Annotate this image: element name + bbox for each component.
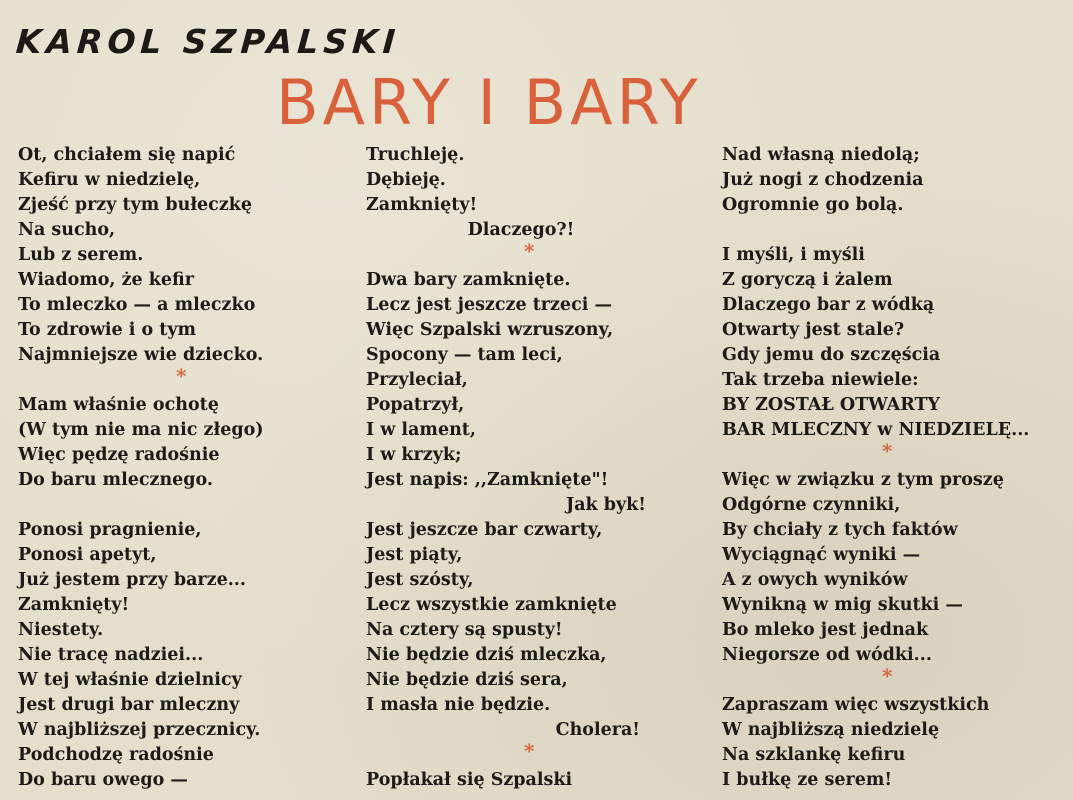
poem-line: W tej właśnie dzielnicy xyxy=(18,670,242,690)
asterisk-icon: * xyxy=(176,364,187,388)
poem-line: Najmniejsze wie dziecko. xyxy=(18,345,264,365)
poem-line: Popłakał się Szpalski xyxy=(366,770,573,790)
poem-line: Jest jeszcze bar czwarty, xyxy=(366,520,603,540)
poem-line: Na sucho, xyxy=(18,220,116,240)
poem-line: Dębieję. xyxy=(366,170,446,190)
poem-line: Gdy jemu do szczęścia xyxy=(722,345,941,365)
stanza-divider xyxy=(722,664,1062,693)
poem-line: Jak byk! xyxy=(565,495,646,515)
poem-line: A z owych wyników xyxy=(722,570,908,590)
poem-line: Zjeść przy tym bułeczkę xyxy=(18,195,253,215)
poem-line: Ogromnie go bolą. xyxy=(722,195,904,215)
poem-line: BAR MLECZNY w NIEDZIELĘ... xyxy=(722,420,1030,440)
poem-line: Wynikną w mig skutki — xyxy=(722,595,963,615)
poem-line: Nad własną niedolą; xyxy=(722,145,920,165)
poem-line: Tak trzeba niewiele: xyxy=(722,370,919,390)
poem-line: Na cztery są spusty! xyxy=(366,620,563,640)
poem-line: Wiadomo, że kefir xyxy=(18,270,194,290)
poem-line: Lub z serem. xyxy=(18,245,144,265)
poem-line: I w krzyk; xyxy=(366,445,462,465)
asterisk-icon: * xyxy=(882,664,893,688)
stanza xyxy=(722,143,1062,218)
poem-line: To zdrowie i o tym xyxy=(18,320,197,340)
poem-line: Już nogi z chodzenia xyxy=(722,170,924,190)
poem-title: BARY I BARY xyxy=(276,66,702,139)
stanza xyxy=(722,243,1062,443)
asterisk-icon: * xyxy=(524,239,535,263)
poem-line: Jest szósty, xyxy=(366,570,474,590)
poem-line: Jest napis: ,,Zamknięte"! xyxy=(366,470,609,490)
stanza-gap xyxy=(722,218,1062,243)
poem-line: Ponosi apetyt, xyxy=(18,545,157,565)
poem-line: Ponosi pragnienie, xyxy=(18,520,202,540)
poem-line: Otwarty jest stale? xyxy=(722,320,905,340)
stanza-divider xyxy=(366,739,656,768)
poem-line: W najbliższą niedzielę xyxy=(722,720,940,740)
poem-column-2 xyxy=(366,143,656,793)
poem-line: Nie będzie dziś mleczka, xyxy=(366,645,607,665)
poem-line: I w lament, xyxy=(366,420,476,440)
stanza-divider xyxy=(722,439,1062,468)
stanza xyxy=(18,393,338,493)
poem-line: To mleczko — a mleczko xyxy=(18,295,256,315)
poem-line: Kefiru w niedzielę, xyxy=(18,170,201,190)
poem-line: Nie tracę nadziei... xyxy=(18,645,204,665)
stanza-divider xyxy=(18,364,338,393)
poem-line: Niegorsze od wódki... xyxy=(722,645,932,665)
poem-line: I myśli, i myśli xyxy=(722,245,865,265)
poem-line: Popatrzył, xyxy=(366,395,465,415)
poem-line: Zamknięty! xyxy=(18,595,130,615)
poem-line: Jest piąty, xyxy=(366,545,463,565)
poem-line: Niestety. xyxy=(18,620,104,640)
poem-line: Przyleciał, xyxy=(366,370,468,390)
poem-line: Już jestem przy barze... xyxy=(18,570,246,590)
poem-line: Jest drugi bar mleczny xyxy=(18,695,240,715)
poem-line: Lecz wszystkie zamknięte xyxy=(366,595,617,615)
poem-line: Truchleję. xyxy=(366,145,465,165)
asterisk-icon: * xyxy=(524,739,535,763)
poem-line: Do baru mlecznego. xyxy=(18,470,213,490)
poem-line: Dlaczego bar z wódką xyxy=(722,295,935,315)
poem-line: I bułkę ze serem! xyxy=(722,770,893,790)
poem-line: Zapraszam więc wszystkich xyxy=(722,695,990,715)
poem-line: Cholera! xyxy=(555,720,640,740)
stanza xyxy=(722,468,1062,668)
author-name: KAROL SZPALSKI xyxy=(14,22,402,61)
stanza xyxy=(366,268,656,743)
poem-line: Spocony — tam leci, xyxy=(366,345,563,365)
poem-line: Dlaczego?! xyxy=(467,220,575,240)
poem-line: Mam właśnie ochotę xyxy=(18,395,219,415)
poem-line: Odgórne czynniki, xyxy=(722,495,901,515)
poem-line: Więc Szpalski wzruszony, xyxy=(366,320,614,340)
poem-line: (W tym nie ma nic złego) xyxy=(18,420,264,440)
poem-line: W najbliższej przecznicy. xyxy=(18,720,261,740)
poem-line: Lecz jest jeszcze trzeci — xyxy=(366,295,612,315)
stanza xyxy=(366,143,656,243)
poem-line: Ot, chciałem się napić xyxy=(18,145,236,165)
poem-line: Wyciągnąć wyniki — xyxy=(722,545,921,565)
poem-line: I masła nie będzie. xyxy=(366,695,551,715)
poem-line: Podchodzę radośnie xyxy=(18,745,214,765)
poem-line: Dwa bary zamknięte. xyxy=(366,270,571,290)
poem-line: Więc pędzę radośnie xyxy=(18,445,220,465)
asterisk-icon: * xyxy=(882,439,893,463)
poem-line: BY ZOSTAŁ OTWARTY xyxy=(722,395,941,415)
stanza xyxy=(366,768,656,793)
poem-column-1 xyxy=(18,143,338,793)
stanza-gap xyxy=(18,493,338,518)
stanza xyxy=(18,518,338,793)
poem-column-3 xyxy=(722,143,1062,793)
stanza xyxy=(722,693,1062,793)
poem-line: Z goryczą i żalem xyxy=(722,270,893,290)
poem-line: Do baru owego — xyxy=(18,770,188,790)
stanza-divider xyxy=(366,239,656,268)
poem-line: By chciały z tych faktów xyxy=(722,520,958,540)
poem-line: Na szklankę kefiru xyxy=(722,745,906,765)
poem-line: Bo mleko jest jednak xyxy=(722,620,929,640)
poem-line: Zamknięty! xyxy=(366,195,478,215)
poem-line: Nie będzie dziś sera, xyxy=(366,670,568,690)
stanza xyxy=(18,143,338,368)
poem-line: Więc w związku z tym proszę xyxy=(722,470,1004,490)
